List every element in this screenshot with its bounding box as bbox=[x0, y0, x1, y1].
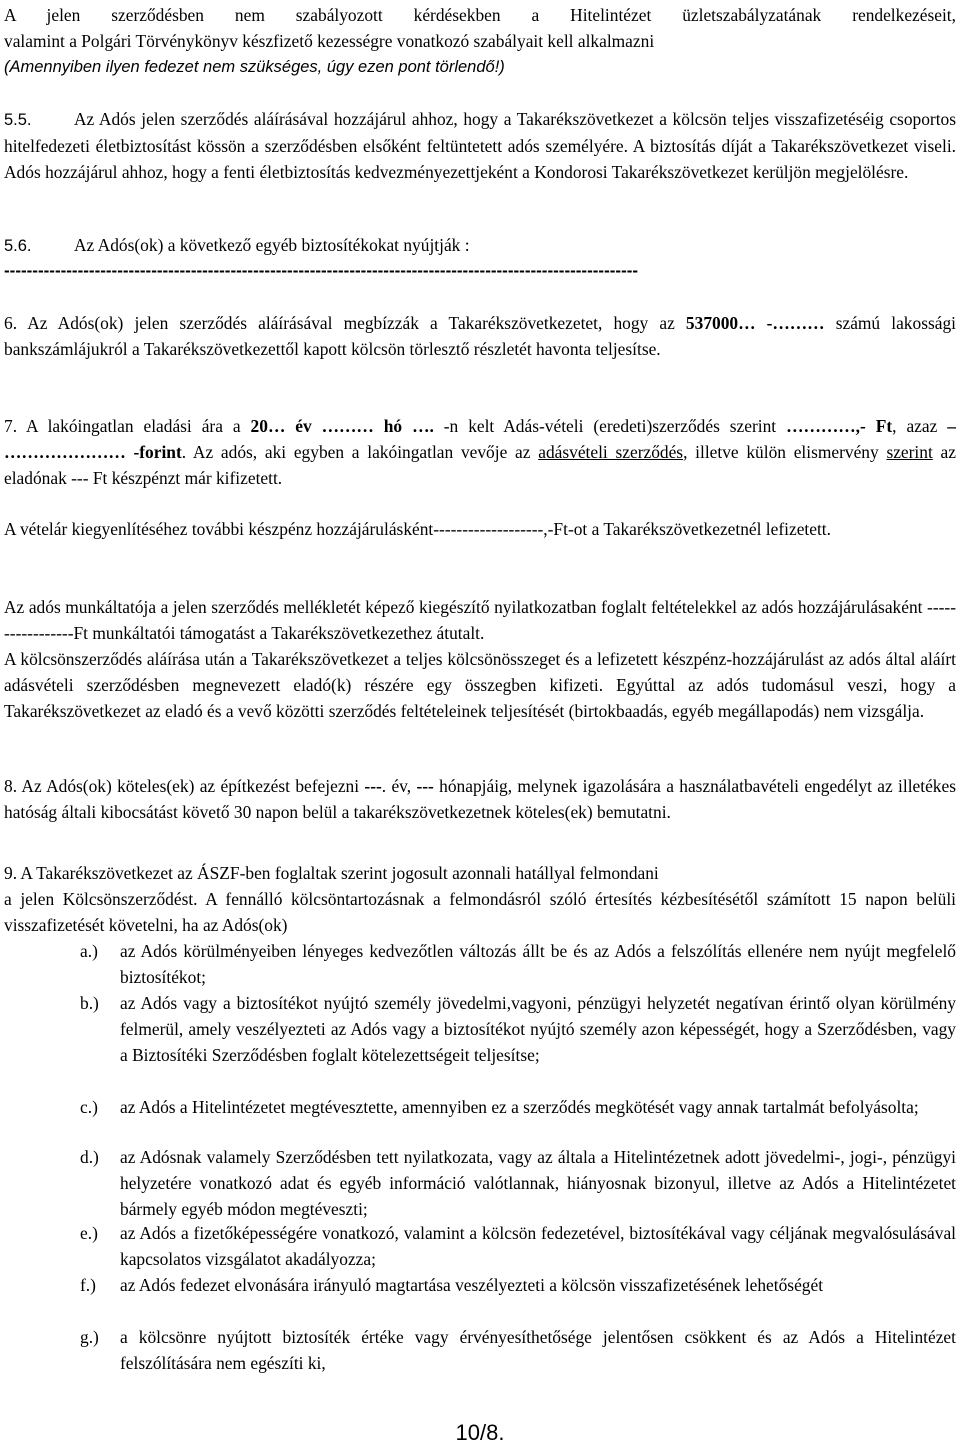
price-amount: …………,- Ft bbox=[786, 416, 893, 436]
section-text-c: , azaz bbox=[892, 416, 948, 436]
section-6 bbox=[4, 310, 956, 362]
section-number: 5.5. bbox=[4, 111, 32, 129]
intro-line-1: A jelen szerződésben nem szabályozott kérdésekben a Hitelintézet üzletszabályzatának rendelkezéseit, bbox=[4, 5, 956, 25]
intro-line-2: valamint a Polgári Törvénykönyv készfizető kezességre vonatkozó szabályait kell alkalmazni bbox=[4, 31, 655, 51]
item-text: az Adós vagy a biztosítékot nyújtó személy jövedelmi,vagyoni, pénzügyi helyzetét negatívan érintő olyan körülmény felmerül, amely veszélyezteti az Adós vagy a biztosítékot nyújtó személy azon képességét, hogy a Szerződésben, vagy a Biztosítéki Szerződésben foglalt kötelezettségeit teljesítse; bbox=[120, 993, 956, 1065]
list-item bbox=[80, 938, 956, 990]
section-text-f: az eladónak --- Ft készpénzt már kifizetett. bbox=[4, 442, 956, 488]
section-text-b: . év, bbox=[381, 776, 417, 796]
receipt-ref: szerint bbox=[886, 442, 933, 462]
item-text: az Adós a Hitelintézetet megtévesztette, amennyiben ez a szerződés megkötését vagy annak tartalmát befolyásolta; bbox=[120, 1097, 919, 1117]
item-label: d.) bbox=[80, 1147, 99, 1167]
section-text: Az Adós jelen szerződés aláírásával hozzájárul ahhoz, hogy a Takarékszövetkezet a kölcsön teljes visszafizetéséig csoportos hitelfedezeti életbiztosítást kössön a szerződésben elsőként feltüntetett adós személyére. A biztosítás díját a Takarékszövetkezet viseli. Adós hozzájárul ahhoz, hogy a fenti életbiztosítás kedvezményezettjeként a Kondorosi Takarékszövetkezet kerüljön megjelölésre. bbox=[4, 109, 956, 182]
section-9-heading: 9. A Takarékszövetkezet az ÁSZF-ben foglaltak szerint jogosult azonnali hatállyal felmondani bbox=[4, 863, 659, 883]
account-number: 537000… -……… bbox=[685, 313, 825, 333]
item-label: e.) bbox=[80, 1223, 98, 1243]
signing-paragraph: A kölcsönszerződés aláírása után a Takarékszövetkezet a teljes kölcsönösszeget és a lefizetett készpénz-hozzájárulást az adós által aláírt adásvételi szerződésben megnevezett eladó(k) részére egy összegben kifizeti. Egyúttal az adós tudomásul veszi, hogy a Takarékszövetkezet az eladó és a vevő közötti szerződés feltételeinek teljesítését (birtokbaadás, egyéb megállapodás) nem vizsgálja. bbox=[4, 649, 956, 721]
item-text: a kölcsönre nyújtott biztosíték értéke vagy érvényesíthetősége jelentősen csökkent és az Adós a Hitelintézet felszólítására nem egészíti ki, bbox=[120, 1327, 956, 1373]
item-text: az Adós fedezet elvonására irányuló magtartása veszélyezteti a kölcsön visszafizetésének lehetőségét bbox=[120, 1275, 824, 1295]
employer-paragraph: Az adós munkáltatója a jelen szerződés mellékletét képező kiegészítő nyilatkozatban foglalt feltételekkel az adós hozzájárulásaként -----------------Ft munkáltatói támogatást a Takarékszövetkezethez átutalt. bbox=[4, 597, 956, 643]
section-text: 8. Az Adós(ok) köteles(ek) az építkezést befejezni bbox=[4, 776, 365, 796]
price-words: – ………………… -forint bbox=[4, 416, 956, 462]
list-item bbox=[80, 1144, 956, 1222]
item-label: g.) bbox=[80, 1327, 99, 1347]
section-text-e: , illetve külön elismervény bbox=[683, 442, 887, 462]
item-label: f.) bbox=[80, 1275, 96, 1295]
contract-ref: adásvételi szerződés bbox=[538, 442, 684, 462]
intro-note: (Amennyiben ilyen fedezet nem szükséges, úgy ezen pont törlendő!) bbox=[4, 58, 505, 76]
item-text: az Adós körülményeiben lényeges kedvezőtlen változás állt be és az Adós a felszólítás ellenére nem nyújt megfelelő biztosítékot; bbox=[120, 941, 956, 987]
item-text: az Adós a fizetőképességére vonatkozó, valamint a kölcsön fedezetével, biztosítékával vagy céljának megvalósulásával kapcsolatos vizsgálatot akadályozza; bbox=[120, 1223, 956, 1269]
year-blank: --- bbox=[364, 776, 382, 796]
contract-date: 20… év ……… hó …. bbox=[250, 416, 434, 436]
section-5-6 bbox=[4, 232, 956, 259]
section-5-5 bbox=[4, 106, 956, 185]
section-text: 6. Az Adós(ok) jelen szerződés aláírásával megbízzák a Takarékszövetkezetet, hogy az bbox=[4, 313, 686, 333]
section-text: 7. A lakóingatlan eladási ára a bbox=[4, 416, 251, 436]
item-text: az Adósnak valamely Szerződésben tett nyilatkozata, vagy az általa a Hitelintézetnek adott jövedelmi-, jogi-, pénzügyi helyzetére vonatkozó adat és egyéb információ valótlannak, hiányosnak bizonyul, illetve az Adós a Hitelintézetet bármely egyéb módon megtéveszti; bbox=[120, 1147, 956, 1219]
list-item bbox=[80, 1272, 956, 1298]
item-label: b.) bbox=[80, 993, 99, 1013]
list-item bbox=[80, 1220, 956, 1272]
dash-line: ---------------------------------------------------------------------------------------------------------------- bbox=[4, 261, 639, 280]
section-text-c: hónapjáig, melynek igazolására a használatbavételi engedélyt az illetékes hatóság általi kibocsátást követő 30 napon belül a takarékszövetkezetnek köteles(ek) bemutatni. bbox=[4, 776, 956, 822]
section-9-text: a jelen Kölcsönszerződést. A fennálló kölcsöntartozásnak a felmondásról szóló értesítés kézbesítésétől számított 15 napon belüli visszafizetését követelni, ha az Adós(ok) bbox=[4, 889, 956, 935]
section-text-b: -n kelt Adás-vételi (eredeti)szerződés szerint bbox=[433, 416, 777, 436]
section-7 bbox=[4, 413, 956, 491]
list-item bbox=[80, 990, 956, 1068]
list-item bbox=[80, 1324, 956, 1376]
month-blank: --- bbox=[416, 776, 434, 796]
item-label: c.) bbox=[80, 1097, 98, 1117]
page-number: 10/8. bbox=[455, 1420, 505, 1445]
section-8 bbox=[4, 773, 956, 825]
section-text: Az Adós(ok) a következő egyéb biztosítékokat nyújtják : bbox=[74, 235, 470, 255]
section-text-cont: számú lakossági bankszámlájukról a Takarékszövetkezettől kapott kölcsön törlesztő részletét havonta teljesítse. bbox=[4, 313, 956, 359]
list-item bbox=[80, 1094, 956, 1120]
section-number: 5.6. bbox=[4, 237, 32, 255]
purchase-price-paragraph: A vételár kiegyenlítéséhez további készpénz hozzájárulásként-------------------,-Ft-ot a Takarékszövetkezetnél lefizetett. bbox=[4, 519, 831, 539]
section-text-d: . Az adós, aki egyben a lakóingatlan vevője az bbox=[181, 442, 539, 462]
item-label: a.) bbox=[80, 941, 98, 961]
